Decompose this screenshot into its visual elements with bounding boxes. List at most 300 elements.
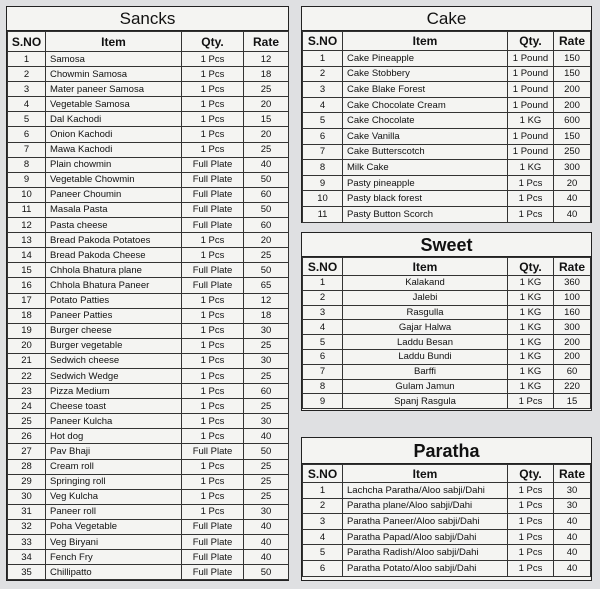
cell-qty: Full Plate (182, 157, 244, 172)
snacks-panel (6, 6, 289, 581)
cell-rate: 100 (554, 290, 591, 305)
cell-item: Cake Pineapple (343, 51, 508, 67)
cell-qty: 1 Pcs (182, 489, 244, 504)
cell-sno: 2 (8, 67, 46, 82)
cell-item: Paneer Patties (46, 308, 182, 323)
cell-rate: 50 (244, 202, 289, 217)
cell-sno: 9 (303, 175, 343, 191)
cell-qty: 1 Pcs (182, 353, 244, 368)
table-row (303, 276, 591, 291)
cell-rate: 25 (244, 399, 289, 414)
cell-item: Sedwich Wedge (46, 368, 182, 383)
cell-item: Kalakand (343, 276, 508, 291)
cell-qty: 1 Pcs (182, 127, 244, 142)
table-row (303, 144, 591, 160)
table-row (303, 498, 591, 514)
cell-rate: 30 (244, 323, 289, 338)
header-qty: Qty. (508, 32, 554, 51)
table-row (303, 51, 591, 67)
paratha-title: Paratha (302, 438, 591, 464)
cell-sno: 8 (8, 157, 46, 172)
cell-sno: 27 (8, 444, 46, 459)
cell-rate: 30 (244, 504, 289, 519)
cell-rate: 30 (244, 414, 289, 429)
cell-sno: 7 (303, 144, 343, 160)
table-row (303, 206, 591, 222)
table-row (303, 113, 591, 129)
cell-qty: 1 Pcs (508, 560, 554, 576)
table-row (303, 66, 591, 82)
cell-rate: 65 (244, 278, 289, 293)
cell-item: Poha Vegetable (46, 519, 182, 534)
cell-item: Springing roll (46, 474, 182, 489)
cell-qty: 1 KG (508, 290, 554, 305)
cell-rate: 18 (244, 308, 289, 323)
cell-rate: 25 (244, 474, 289, 489)
cake-table (302, 31, 591, 223)
cell-qty: Full Plate (182, 263, 244, 278)
cell-qty: 1 Pound (508, 144, 554, 160)
table-row (303, 545, 591, 561)
cell-qty: 1 Pcs (182, 142, 244, 157)
cell-item: Vegetable Chowmin (46, 172, 182, 187)
cell-rate: 12 (244, 52, 289, 67)
cell-rate: 20 (244, 127, 289, 142)
table-row (8, 414, 289, 429)
cell-qty: 1 Pcs (182, 459, 244, 474)
snacks-title: Sancks (7, 7, 288, 31)
cell-sno: 8 (303, 160, 343, 176)
cell-item: Cake Blake Forest (343, 82, 508, 98)
sweet-table (302, 257, 591, 409)
cell-sno: 5 (303, 113, 343, 129)
cell-rate: 40 (554, 560, 591, 576)
cell-item: Cream roll (46, 459, 182, 474)
cell-sno: 23 (8, 384, 46, 399)
cell-rate: 300 (554, 320, 591, 335)
cell-item: Burger cheese (46, 323, 182, 338)
cell-rate: 25 (244, 142, 289, 157)
cell-sno: 3 (8, 82, 46, 97)
cell-item: Bread Pakoda Potatoes (46, 233, 182, 248)
cell-item: Chhola Bhatura plane (46, 263, 182, 278)
cell-qty: 1 Pcs (182, 338, 244, 353)
table-row (303, 290, 591, 305)
table-row (8, 535, 289, 550)
cell-qty: 1 KG (508, 320, 554, 335)
table-row (8, 444, 289, 459)
cake-body (303, 51, 591, 223)
cake-header-row (303, 32, 591, 51)
header-rate: Rate (554, 465, 591, 483)
table-row (303, 160, 591, 176)
cell-rate: 50 (244, 172, 289, 187)
table-row (8, 323, 289, 338)
cell-qty: 1 Pcs (182, 233, 244, 248)
cell-rate: 600 (554, 113, 591, 129)
cell-qty: 1 Pound (508, 128, 554, 144)
cell-qty: 1 Pound (508, 51, 554, 67)
cell-item: Milk Cake (343, 160, 508, 176)
table-row (8, 565, 289, 580)
cell-rate: 12 (244, 293, 289, 308)
cell-sno: 11 (303, 206, 343, 222)
table-row (8, 368, 289, 383)
cell-qty: 1 Pcs (508, 498, 554, 514)
cell-rate: 20 (244, 233, 289, 248)
cell-item: Veg Biryani (46, 535, 182, 550)
cell-sno: 19 (8, 323, 46, 338)
cell-qty: 1 Pcs (182, 52, 244, 67)
header-qty: Qty. (508, 465, 554, 483)
cell-sno: 13 (8, 233, 46, 248)
cell-qty: 1 Pcs (182, 248, 244, 263)
cell-qty: 1 KG (508, 335, 554, 350)
cell-item: Chillipatto (46, 565, 182, 580)
table-row (8, 187, 289, 202)
cell-qty: 1 Pcs (508, 529, 554, 545)
cell-sno: 30 (8, 489, 46, 504)
table-row (8, 338, 289, 353)
cell-sno: 32 (8, 519, 46, 534)
cell-rate: 40 (554, 514, 591, 530)
cell-rate: 200 (554, 82, 591, 98)
cell-qty: 1 Pcs (508, 545, 554, 561)
cell-qty: 1 Pcs (182, 323, 244, 338)
cell-qty: 1 Pcs (508, 394, 554, 409)
cell-qty: 1 KG (508, 305, 554, 320)
cell-sno: 6 (303, 128, 343, 144)
header-item: Item (343, 258, 508, 276)
header-rate: Rate (554, 258, 591, 276)
sweet-panel (301, 232, 592, 411)
cell-sno: 6 (8, 127, 46, 142)
cell-sno: 8 (303, 379, 343, 394)
cell-rate: 40 (244, 550, 289, 565)
cell-rate: 220 (554, 379, 591, 394)
cell-rate: 150 (554, 66, 591, 82)
table-row (8, 172, 289, 187)
cell-qty: 1 Pcs (182, 293, 244, 308)
cell-sno: 28 (8, 459, 46, 474)
cell-sno: 1 (303, 483, 343, 499)
header-item: Item (46, 32, 182, 52)
cell-sno: 14 (8, 248, 46, 263)
cell-sno: 35 (8, 565, 46, 580)
table-row (8, 519, 289, 534)
cell-qty: Full Plate (182, 187, 244, 202)
table-row (8, 399, 289, 414)
cell-item: Masala Pasta (46, 202, 182, 217)
cell-qty: 1 Pcs (182, 308, 244, 323)
cell-item: Vegetable Samosa (46, 97, 182, 112)
cell-item: Bread Pakoda Cheese (46, 248, 182, 263)
cell-sno: 22 (8, 368, 46, 383)
cell-rate: 150 (554, 51, 591, 67)
cell-sno: 1 (303, 51, 343, 67)
cell-qty: 1 Pcs (182, 429, 244, 444)
cell-sno: 18 (8, 308, 46, 323)
cell-item: Spanj Rasgula (343, 394, 508, 409)
cell-qty: Full Plate (182, 535, 244, 550)
cell-rate: 160 (554, 305, 591, 320)
table-row (8, 293, 289, 308)
cell-qty: 1 Pcs (182, 414, 244, 429)
cell-qty: 1 Pound (508, 82, 554, 98)
cell-sno: 11 (8, 202, 46, 217)
header-sno: S.NO (8, 32, 46, 52)
cell-qty: 1 Pcs (182, 82, 244, 97)
cell-sno: 21 (8, 353, 46, 368)
cell-rate: 30 (554, 498, 591, 514)
cell-rate: 15 (554, 394, 591, 409)
cell-sno: 24 (8, 399, 46, 414)
cell-sno: 5 (8, 112, 46, 127)
cell-item: Pasty pineapple (343, 175, 508, 191)
cell-qty: Full Plate (182, 550, 244, 565)
table-row (303, 305, 591, 320)
paratha-body (303, 483, 591, 577)
header-sno: S.NO (303, 32, 343, 51)
cell-sno: 2 (303, 290, 343, 305)
cell-qty: Full Plate (182, 444, 244, 459)
cell-item: Paneer roll (46, 504, 182, 519)
cell-rate: 25 (244, 459, 289, 474)
cell-qty: Full Plate (182, 172, 244, 187)
cell-item: Paratha Paneer/Aloo sabji/Dahi (343, 514, 508, 530)
cell-qty: 1 Pcs (182, 384, 244, 399)
cell-item: Cheese toast (46, 399, 182, 414)
cell-sno: 25 (8, 414, 46, 429)
cake-title: Cake (302, 7, 591, 31)
table-row (8, 112, 289, 127)
sweet-header-row (303, 258, 591, 276)
cell-item: Gajar Halwa (343, 320, 508, 335)
cell-qty: Full Plate (182, 202, 244, 217)
snacks-table (7, 31, 289, 580)
cell-item: Paratha Papad/Aloo sabji/Dahi (343, 529, 508, 545)
cell-item: Cake Chocolate Cream (343, 97, 508, 113)
cell-item: Plain chowmin (46, 157, 182, 172)
cell-rate: 15 (244, 112, 289, 127)
cell-rate: 60 (244, 187, 289, 202)
header-sno: S.NO (303, 465, 343, 483)
cell-rate: 50 (244, 444, 289, 459)
cell-sno: 2 (303, 498, 343, 514)
table-row (303, 82, 591, 98)
cell-item: Potato Patties (46, 293, 182, 308)
header-qty: Qty. (182, 32, 244, 52)
cell-rate: 300 (554, 160, 591, 176)
cell-rate: 25 (244, 489, 289, 504)
cell-sno: 17 (8, 293, 46, 308)
cell-item: Hot dog (46, 429, 182, 444)
cell-sno: 4 (303, 97, 343, 113)
table-row (8, 97, 289, 112)
cell-sno: 6 (303, 560, 343, 576)
table-row (8, 142, 289, 157)
cake-panel (301, 6, 592, 223)
table-row (8, 459, 289, 474)
cell-qty: 1 Pcs (182, 67, 244, 82)
table-row (303, 364, 591, 379)
table-row (303, 379, 591, 394)
cell-qty: Full Plate (182, 565, 244, 580)
cell-rate: 40 (244, 157, 289, 172)
cell-qty: 1 Pcs (508, 191, 554, 207)
cell-sno: 33 (8, 535, 46, 550)
cell-rate: 40 (554, 206, 591, 222)
cell-sno: 9 (303, 394, 343, 409)
cell-sno: 2 (303, 66, 343, 82)
cell-rate: 25 (244, 338, 289, 353)
header-item: Item (343, 32, 508, 51)
cell-sno: 31 (8, 504, 46, 519)
table-row (303, 335, 591, 350)
cell-rate: 50 (244, 565, 289, 580)
cell-item: Cake Stobbery (343, 66, 508, 82)
cell-item: Pav Bhaji (46, 444, 182, 459)
cell-rate: 200 (554, 335, 591, 350)
cell-rate: 60 (554, 364, 591, 379)
table-row (303, 97, 591, 113)
cell-rate: 200 (554, 97, 591, 113)
cell-item: Chhola Bhatura Paneer (46, 278, 182, 293)
cell-item: Paneer Choumin (46, 187, 182, 202)
table-row (303, 191, 591, 207)
sweet-title: Sweet (302, 233, 591, 257)
header-rate: Rate (244, 32, 289, 52)
cell-item: Lachcha Paratha/Aloo sabji/Dahi (343, 483, 508, 499)
cell-item: Cake Butterscotch (343, 144, 508, 160)
table-row (8, 504, 289, 519)
cell-qty: 1 KG (508, 276, 554, 291)
cell-qty: 1 KG (508, 364, 554, 379)
header-sno: S.NO (303, 258, 343, 276)
cell-rate: 25 (244, 82, 289, 97)
cell-item: Fench Fry (46, 550, 182, 565)
cell-sno: 6 (303, 349, 343, 364)
sweet-body (303, 276, 591, 409)
cell-sno: 16 (8, 278, 46, 293)
cell-item: Pasty Button Scorch (343, 206, 508, 222)
cell-item: Gulam Jamun (343, 379, 508, 394)
cell-rate: 150 (554, 128, 591, 144)
cell-rate: 20 (244, 97, 289, 112)
cell-sno: 26 (8, 429, 46, 444)
table-row (8, 82, 289, 97)
table-row (8, 202, 289, 217)
cell-item: Laddu Besan (343, 335, 508, 350)
cell-sno: 3 (303, 82, 343, 98)
cell-item: Laddu Bundi (343, 349, 508, 364)
header-item: Item (343, 465, 508, 483)
cell-item: Samosa (46, 52, 182, 67)
cell-qty: 1 Pcs (182, 504, 244, 519)
cell-qty: Full Plate (182, 278, 244, 293)
cell-qty: 1 Pound (508, 97, 554, 113)
cell-rate: 40 (244, 535, 289, 550)
cell-item: Burger vegetable (46, 338, 182, 353)
cell-rate: 50 (244, 263, 289, 278)
cell-item: Chowmin Samosa (46, 67, 182, 82)
table-row (303, 483, 591, 499)
cell-sno: 1 (303, 276, 343, 291)
cell-qty: 1 Pcs (508, 483, 554, 499)
cell-qty: 1 Pcs (182, 97, 244, 112)
cell-qty: Full Plate (182, 519, 244, 534)
table-row (303, 320, 591, 335)
cell-qty: 1 KG (508, 349, 554, 364)
cell-item: Sedwich cheese (46, 353, 182, 368)
cell-sno: 4 (303, 320, 343, 335)
table-row (8, 233, 289, 248)
cell-sno: 4 (8, 97, 46, 112)
table-row (8, 278, 289, 293)
cell-sno: 7 (303, 364, 343, 379)
cell-rate: 18 (244, 67, 289, 82)
table-row (8, 218, 289, 233)
table-row (8, 248, 289, 263)
table-row (8, 67, 289, 82)
header-rate: Rate (554, 32, 591, 51)
cell-sno: 15 (8, 263, 46, 278)
cell-qty: 1 Pound (508, 66, 554, 82)
cell-rate: 30 (554, 483, 591, 499)
cell-qty: 1 Pcs (182, 112, 244, 127)
table-row (8, 474, 289, 489)
cell-sno: 7 (8, 142, 46, 157)
cell-item: Pasty black forest (343, 191, 508, 207)
cell-sno: 3 (303, 514, 343, 530)
cell-item: Paratha Radish/Aloo sabji/Dahi (343, 545, 508, 561)
cell-rate: 25 (244, 248, 289, 263)
cell-item: Mater paneer Samosa (46, 82, 182, 97)
cell-sno: 29 (8, 474, 46, 489)
cell-sno: 12 (8, 218, 46, 233)
cell-rate: 40 (554, 545, 591, 561)
cell-sno: 5 (303, 335, 343, 350)
cell-qty: 1 Pcs (508, 206, 554, 222)
table-row (303, 349, 591, 364)
cell-sno: 10 (303, 191, 343, 207)
cell-item: Paneer Kulcha (46, 414, 182, 429)
table-row (8, 489, 289, 504)
cell-sno: 20 (8, 338, 46, 353)
table-row (8, 263, 289, 278)
cell-sno: 34 (8, 550, 46, 565)
cell-item: Paratha plane/Aloo sabji/Dahi (343, 498, 508, 514)
cell-item: Pizza Medium (46, 384, 182, 399)
cell-rate: 60 (244, 384, 289, 399)
cell-sno: 9 (8, 172, 46, 187)
cell-qty: 1 Pcs (182, 368, 244, 383)
header-qty: Qty. (508, 258, 554, 276)
table-row (8, 384, 289, 399)
cell-rate: 25 (244, 368, 289, 383)
paratha-header-row (303, 465, 591, 483)
cell-qty: 1 Pcs (508, 175, 554, 191)
table-row (303, 529, 591, 545)
cell-sno: 5 (303, 545, 343, 561)
table-row (303, 514, 591, 530)
cell-qty: 1 KG (508, 379, 554, 394)
cell-qty: 1 Pcs (508, 514, 554, 530)
snacks-body (8, 52, 289, 580)
cell-item: Mawa Kachodi (46, 142, 182, 157)
cell-rate: 40 (244, 519, 289, 534)
table-row (303, 175, 591, 191)
